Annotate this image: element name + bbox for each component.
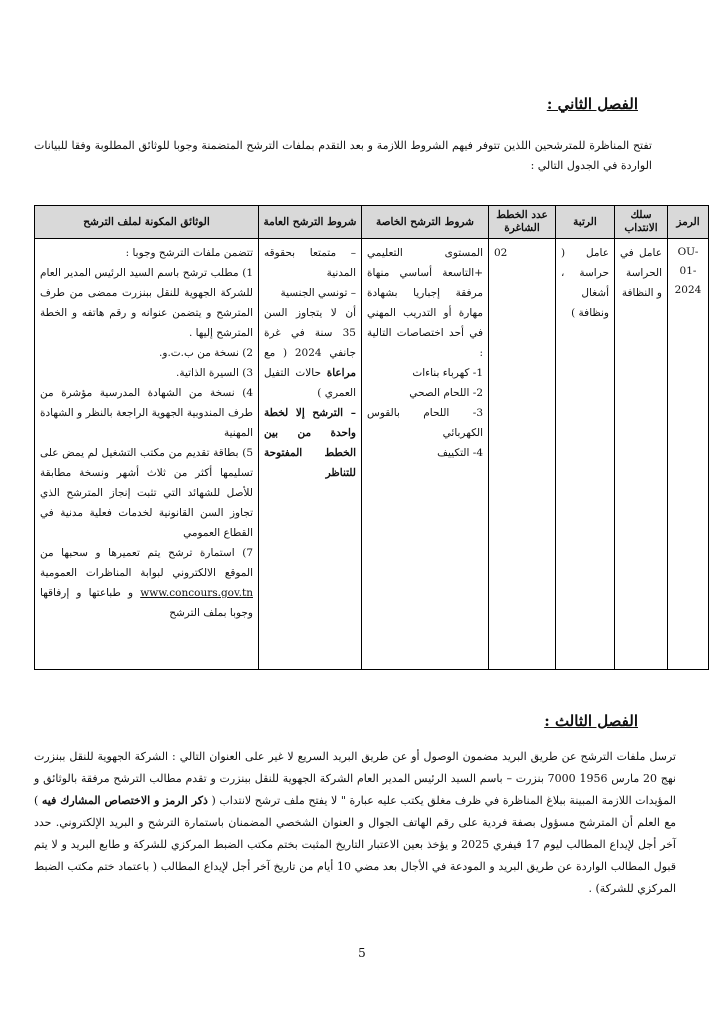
header-documents: الوثائق المكونة لملف الترشح [35,206,259,239]
header-code: الرمز [668,206,709,239]
cell-grade: عامل ( حراسة ، أشغال ونظافة ) [556,239,615,670]
section-3-title: الفصل الثالث : [544,712,638,730]
header-grade: الرتبة [556,206,615,239]
documents-intro: تتضمن ملفات الترشح وجوبا : [125,247,253,259]
document-item-text: 7) استمارة ترشح يتم تعميرها و سحبها من الموقع الالكتروني لبوابة المناظرات العمومية [40,547,253,579]
list-item: 3) السيرة الذاتية. [175,367,253,379]
header-special-conditions: شروط الترشح الخاصة [362,206,489,239]
general-condition: – متمتعا بحقوقه المدنية [264,247,356,279]
document-item-text: و طباعتها و إرفاقها وجوبا بملف الترشح [40,587,253,619]
general-condition: – الترشح إلا لخطة واحدة من بين الخطط المفتوحة للتناظر [264,407,356,479]
documents-list [40,263,253,623]
list-item: 4- التكييف [437,447,483,459]
cell-corps: عامل في الحراسة و النظافة [615,239,668,670]
list-item: 5) بطاقة تقديم من مكتب التشغيل لم يمض على تسليمها أكثر من ثلاث أشهر ونسخة مطابقة للأصل للشهائد التي تثبت إنجاز المترشح الذي تجاوز السن القانونية لخدمات فعلية مدنية في القطاع العمومي [40,447,253,539]
section-3-emphasis: ذكر الرمز و الاختصاص المشارك فيه [41,794,208,807]
general-condition [264,303,356,403]
specialties-list [367,363,483,463]
section-3-text: ترسل ملفات الترشح عن طريق البريد مضمون الوصول أو عن طريق البريد السريع لا غير على العنوان التالي : الشركة الجهوية للنقل ببنزرت نهج 20 مارس 1956 7000 بنزرت – باسم السيد الرئيس المدير العام الشركة الجهوية للنقل ببنزرت و تقدم مطالب الترشح مرفقة بالوثائق و المؤيدات اللازمة المبينة ببلاغ المناظرة في ظرف مغلق يكتب عليه عبارة " لا يفتح ملف ترشح لانتداب ( [34,750,676,807]
section-3-body [34,746,676,900]
general-condition-text: حالات التفيل العمري ) [264,367,356,399]
section-2-title: الفصل الثاني : [546,95,638,113]
general-condition-bold: مراعاة [326,367,356,379]
header-corps: سلك الانتداب [615,206,668,239]
table-row [35,239,709,670]
section-2-intro: تفتح المناظرة للمترشحين اللذين تتوفر فيهم الشروط اللازمة و بعد التقدم بملفات الترشح المتضمنة وجوبا للوثائق المطلوبة وفقا للبيانات الواردة في الجدول التالي : [34,139,652,172]
list-item: 3- اللحام بالقوس الكهربائي [367,407,483,439]
table-header-row [35,206,709,239]
list-item [40,543,253,623]
cell-general-conditions [259,239,362,670]
list-item: 2- اللحام الصحي [409,387,483,399]
list-item: 1) مطلب ترشح باسم السيد الرئيس المدير العام للشركة الجهوية للنقل ببنزرت ممضى من طرف المترشح و يتضمن عنوانه و رقم هاتفه و الخطة المترشح إليها . [40,267,253,339]
cell-documents [35,239,259,670]
list-item: 1- كهرباء بناءات [412,367,483,379]
special-intro: المستوى التعليمي +التاسعة أساسي منهاة مرفقة إجباريا بشهادة مهارة أو التدريب المهني في أحد اختصاصات التالية : [367,247,483,359]
cell-code: OU-01-2024 [668,239,709,670]
concours-url-link[interactable]: www.concours.gov.tn [140,587,253,599]
header-general-conditions: شروط الترشح العامة [259,206,362,239]
list-item: 2) نسخة من ب.ت.و. [159,347,253,359]
page-number: 5 [358,946,366,960]
cell-count: 02 [489,239,556,670]
cell-special-conditions [362,239,489,670]
requirements-table [34,205,709,670]
general-condition: – تونسي الجنسية [280,287,356,299]
header-count: عدد الخطط الشاغرة [489,206,556,239]
general-condition-text: أن لا يتجاوز السن 35 سنة في غرة جانفي 2024 ( مع [264,307,356,359]
list-item: 4) نسخة من الشهادة المدرسية مؤشرة من طرف المندوبية الجهوية الراجعة بالنظر و الشهادة المهنية [40,387,253,439]
section-3-text: ) مع العلم أن المترشح مسؤول بصفة فردية على رقم الهاتف الجوال و العنوان الشخصي المضمنان باستمارة الترشح و البريد الإلكتروني. حدد آخر أجل لإيداع المطالب ليوم 17 فيفري 2025 و يؤخذ بعين الاعتبار التاريخ المثبت بختم مكتب الضبط المركزي للشركة و طابع البريد و لا يتم قبول المطالب الواردة عن طريق البريد و المودعة في الأجال بعد مضي 10 أيام من تاريخ آخر أجل لإيداع المطالب ( باعتماد ختم مكتب الضبط المركزي للشركة) . [34,794,676,895]
